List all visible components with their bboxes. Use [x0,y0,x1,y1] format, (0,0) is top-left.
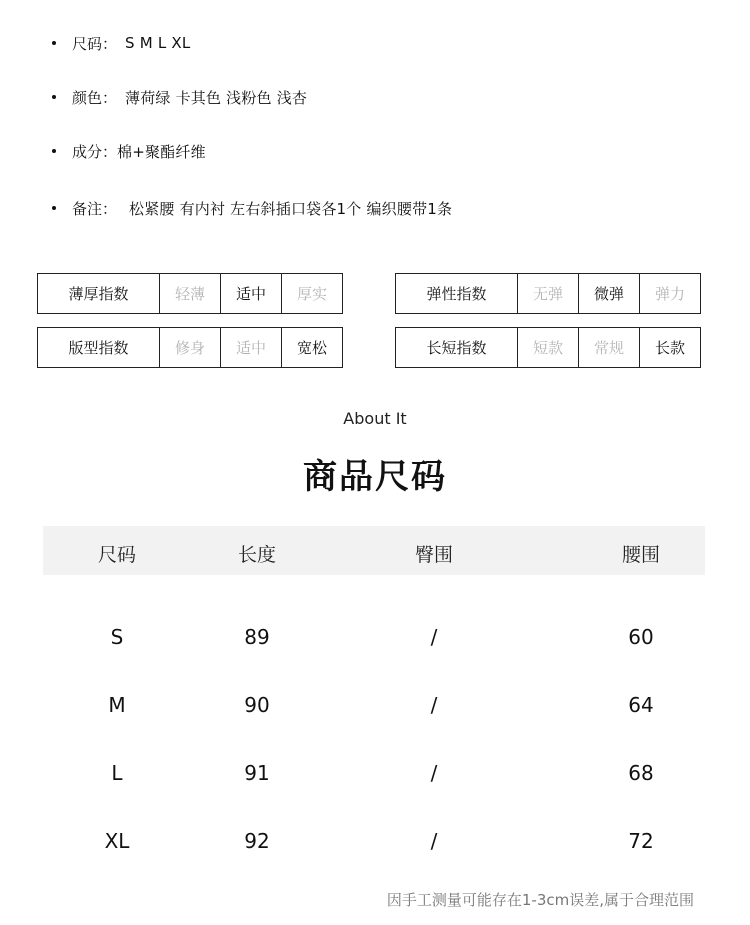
info-value: S M L XL [125,34,191,52]
info-value: 松紧腰 有内衬 左右斜插口袋各1个 编织腰带1条 [129,199,453,218]
hip-cell: / [430,761,438,785]
size-cell: M [108,693,126,717]
index-title: 弹性指数 [396,274,518,314]
index-option: 弹力 [640,274,701,314]
table-row [43,625,705,655]
table-row [43,761,705,791]
index-option: 适中 [221,274,282,314]
index-option: 短款 [518,328,579,368]
thickness-index-table [37,273,343,314]
measurement-footnote: 因手工测量可能存在1-3cm误差,属于合理范围 [386,891,694,909]
size-cell: L [111,761,123,785]
header-hip: 臀围 [414,544,454,566]
waist-cell: 64 [628,693,654,717]
index-option: 修身 [160,328,221,368]
info-value: 薄荷绿 卡其色 浅粉色 浅杏 [125,88,308,107]
index-option: 长款 [640,328,701,368]
bullet-icon [52,206,56,210]
table-row [43,829,705,859]
hip-cell: / [430,693,438,717]
index-option: 宽松 [282,328,343,368]
hip-cell: / [430,829,438,853]
size-cell: S [110,625,124,649]
info-value: 棉+聚酯纤维 [117,142,206,161]
index-option: 常规 [579,328,640,368]
bullet-icon [52,149,56,153]
info-color [52,85,307,109]
info-notes [52,196,452,220]
info-label: 尺码： [72,34,118,53]
index-option: 轻薄 [160,274,221,314]
header-length: 长度 [237,544,277,566]
header-waist: 腰围 [621,544,661,566]
size-cell: XL [104,829,130,853]
fit-index-table [37,327,343,368]
info-label: 成分： [72,142,118,161]
length-cell: 92 [244,829,270,853]
info-label: 颜色： [72,88,118,107]
index-title: 长短指数 [396,328,518,368]
elasticity-index-table [395,273,701,314]
waist-cell: 60 [628,625,654,649]
index-option: 无弹 [518,274,579,314]
section-subtitle: About It [343,409,407,428]
section-title: 商品尺码 [303,457,447,497]
index-option: 厚实 [282,274,343,314]
info-size [52,31,190,55]
index-option: 微弹 [579,274,640,314]
waist-cell: 68 [628,761,654,785]
index-title: 薄厚指数 [38,274,160,314]
header-size: 尺码 [97,544,137,566]
length-cell: 90 [244,693,270,717]
hip-cell: / [430,625,438,649]
length-cell: 89 [244,625,270,649]
index-option: 适中 [221,328,282,368]
bullet-icon [52,41,56,45]
length-index-table [395,327,701,368]
waist-cell: 72 [628,829,654,853]
size-table-header [43,526,705,575]
bullet-icon [52,95,56,99]
table-row [43,693,705,723]
length-cell: 91 [244,761,270,785]
info-material [52,139,206,163]
info-label: 备注： [72,199,118,218]
index-title: 版型指数 [38,328,160,368]
